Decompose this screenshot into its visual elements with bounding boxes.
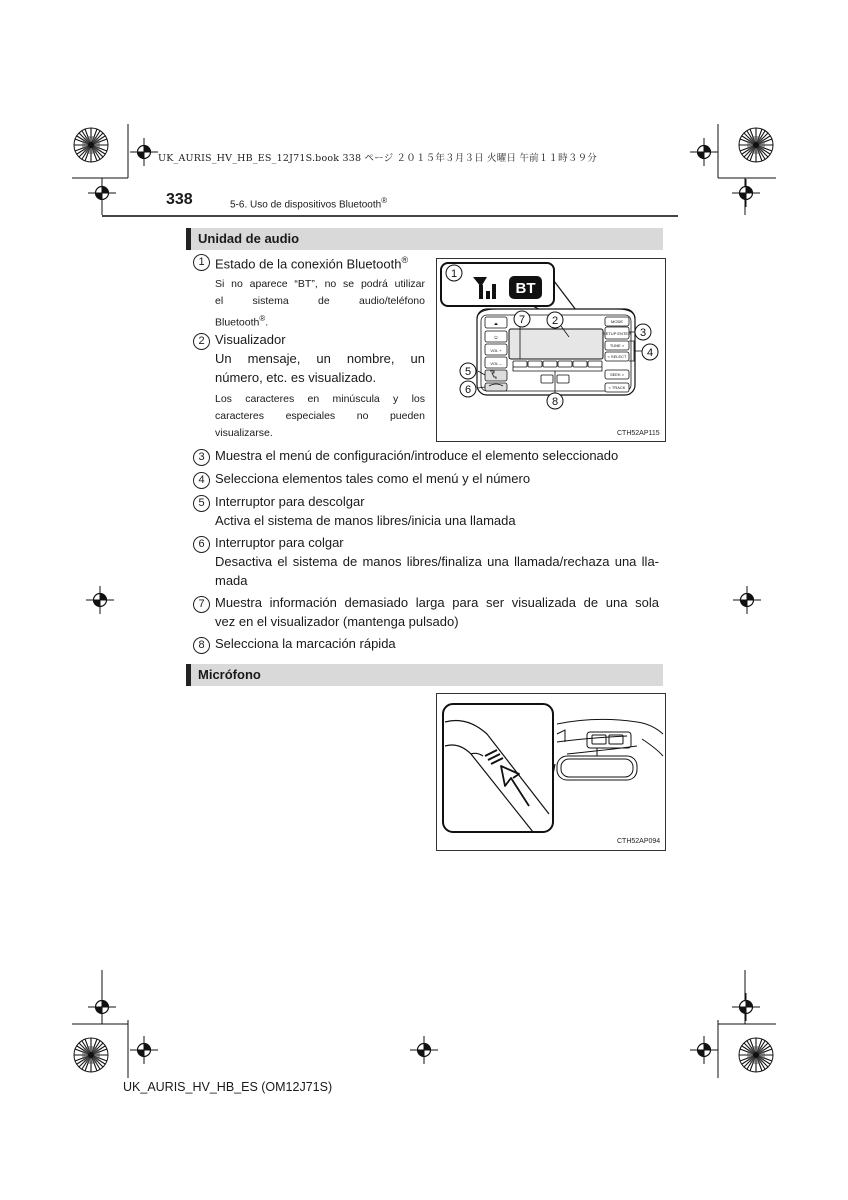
item-1-note-line-3 xyxy=(215,310,268,332)
vol-down-label: VOL – xyxy=(490,361,502,366)
item-number-5: 5 xyxy=(193,495,210,512)
item-number-7: 7 xyxy=(193,596,210,613)
item-3-title: Muestra el menú de configuración/introduce el elemento seleccionado xyxy=(215,448,619,463)
page-number: 338 xyxy=(166,191,193,208)
item-number-2: 2 xyxy=(193,333,210,350)
tune-down-label: < SELECT xyxy=(607,354,627,359)
item-1-title-text: Estado de la conexión Bluetooth xyxy=(215,256,402,272)
item-number-3: 3 xyxy=(193,449,210,466)
item-1-note-period: . xyxy=(265,316,269,329)
callout-7: 7 xyxy=(518,314,526,326)
audio-unit-illustration xyxy=(437,259,665,441)
callout-6: 6 xyxy=(464,384,472,396)
audio-unit-heading: Unidad de audio xyxy=(198,231,300,246)
callout-3: 3 xyxy=(639,327,647,339)
power-label: ⏻ xyxy=(494,335,498,340)
item-2-note-line-1: Los caracteres en minúscula y los xyxy=(215,393,425,405)
eject-label: ⏏ xyxy=(494,321,498,326)
print-book-line: UK_AURIS_HV_HB_ES_12J71S.book 338 ページ ２０１５年３月３日 火曜日 午前１１時３９分 xyxy=(158,153,597,164)
item-number-6: 6 xyxy=(193,536,210,553)
audio-unit-figure xyxy=(436,258,666,442)
callout-2: 2 xyxy=(551,315,559,327)
callout-1: 1 xyxy=(450,268,458,280)
item-4-title: Selecciona elementos tales como el menú y el número xyxy=(215,471,531,486)
header-rule xyxy=(102,215,678,217)
item-1-note-registered-mark: ® xyxy=(259,314,266,323)
microphone-heading-bar xyxy=(186,664,663,686)
section-title-text: 5-6. Uso de dispositivos Bluetooth xyxy=(230,199,382,211)
footer-text: UK_AURIS_HV_HB_ES (OM12J71S) xyxy=(123,1080,333,1094)
section-title xyxy=(230,196,387,210)
registered-mark: ® xyxy=(381,196,388,205)
seek-up-label: SEEK > xyxy=(609,372,625,377)
microphone-illustration xyxy=(437,694,665,850)
audio-unit-heading-bar xyxy=(186,228,663,250)
bt-icon-text: BT xyxy=(515,280,536,297)
setup-label: SETUP ENTER xyxy=(603,331,631,336)
microphone-figure xyxy=(436,693,666,851)
item-8-title: Selecciona la marcación rápida xyxy=(215,636,396,651)
item-6-body-line-1: Desactiva el sistema de manos libres/finaliza una llamada/rechaza una lla- xyxy=(215,554,659,569)
mode-label: MODE xyxy=(611,319,623,324)
microphone-heading: Micrófono xyxy=(198,667,261,682)
item-7-line-1: Muestra información demasiado larga para ser visualizada de una sola xyxy=(215,595,659,610)
callout-8: 8 xyxy=(551,396,559,408)
microphone-figure-code: CTH52AP094 xyxy=(617,838,661,845)
audio-figure-code: CTH52AP115 xyxy=(617,430,660,437)
item-2-note-line-3: visualizarse. xyxy=(215,427,273,439)
tune-up-label: TUNE > xyxy=(609,343,625,348)
callout-4: 4 xyxy=(646,347,654,359)
item-1-title xyxy=(215,251,408,273)
item-number-4: 4 xyxy=(193,472,210,489)
item-5-body: Activa el sistema de manos libres/inicia una llamada xyxy=(215,513,516,528)
callout-5: 5 xyxy=(464,366,472,378)
item-2-title: Visualizador xyxy=(215,332,286,347)
seek-down-label: < TRACK xyxy=(608,385,626,390)
item-1-note-line-1: Si no aparece “BT”, no se podrá utilizar xyxy=(215,278,425,290)
item-1-note-bluetooth: Bluetooth xyxy=(215,316,260,329)
item-number-1: 1 xyxy=(193,254,210,271)
item-5-title: Interruptor para descolgar xyxy=(215,494,365,509)
item-7-line-2: vez en el visualizador (mantenga pulsado) xyxy=(215,614,459,629)
item-2-body-line-2: número, etc. es visualizado. xyxy=(215,370,377,385)
item-6-body-line-2: mada xyxy=(215,573,248,588)
item-2-body-line-1: Un mensaje, un nombre, un xyxy=(215,351,425,366)
item-6-title: Interruptor para colgar xyxy=(215,535,344,550)
item-1-registered-mark: ® xyxy=(401,255,409,265)
item-2-note-line-2: caracteres especiales no pueden xyxy=(215,410,425,422)
item-1-note-line-2: el sistema de audio/teléfono xyxy=(215,295,425,307)
vol-up-label: VOL + xyxy=(490,348,502,353)
item-number-8: 8 xyxy=(193,637,210,654)
